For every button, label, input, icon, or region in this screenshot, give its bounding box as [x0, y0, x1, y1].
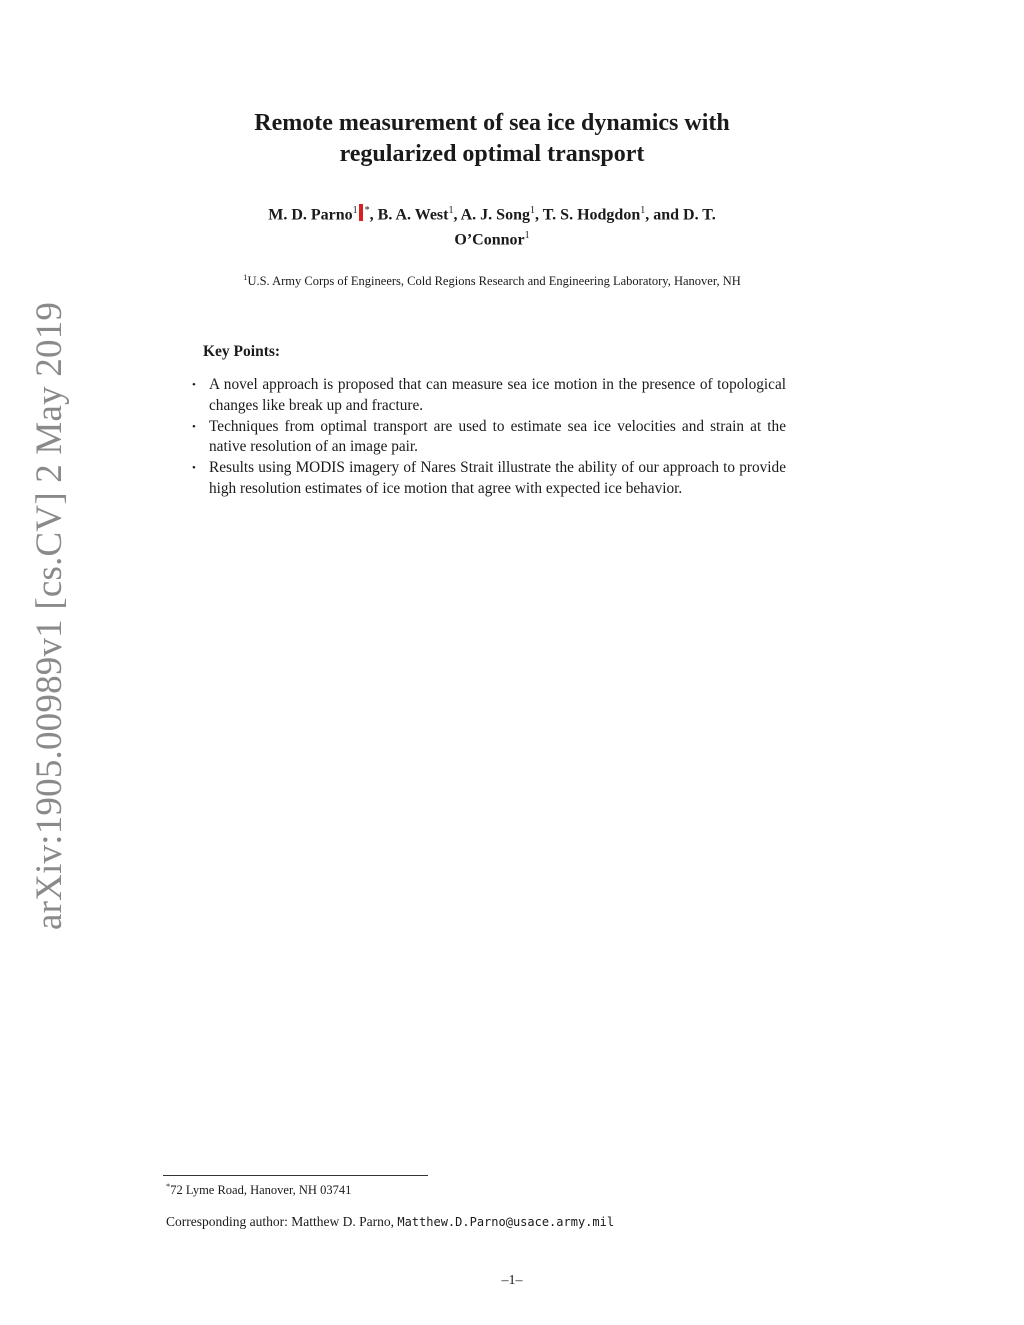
author-name-part: O’Connor — [454, 231, 525, 249]
bullet-icon: • — [192, 420, 196, 433]
author-footnote-mark: * — [364, 205, 370, 216]
author-affiliation-mark: 1 — [524, 230, 530, 242]
author-affiliation-mark: 1 — [448, 205, 454, 216]
key-point-text: A novel approach is proposed that can measure sea ice motion in the presence of topological changes like break up and fracture. — [209, 376, 786, 414]
title-line-2: regularized optimal transport — [339, 141, 645, 167]
author-line-1 — [160, 200, 824, 251]
key-point-text: Results using MODIS imagery of Nares Strait illustrate the ability of our approach to provide high resolution estimates of ice motion that agree with expected ice behavior. — [209, 459, 786, 497]
bullet-icon: • — [192, 462, 196, 475]
key-point-item — [190, 458, 786, 500]
author-name: B. A. West — [377, 206, 449, 224]
key-point-item — [190, 375, 786, 417]
footnote-mark: * — [166, 1181, 171, 1191]
author-affiliation-mark: 1 — [640, 205, 646, 216]
affiliation-text: U.S. Army Corps of Engineers, Cold Regions Research and Engineering Laboratory, Hanover, NH — [247, 274, 741, 289]
footnote-text: 72 Lyme Road, Hanover, NH 03741 — [170, 1183, 352, 1198]
author-separator: , — [453, 206, 461, 224]
key-point-text: Techniques from optimal transport are used to estimate sea ice velocities and strain at the native resolution of an image pair. — [209, 417, 786, 456]
author-name: T. S. Hodgdon — [542, 206, 641, 224]
author-affiliation-mark: 1 — [529, 205, 535, 216]
author-name: A. J. Song — [460, 206, 530, 224]
author-affiliation-mark: 1 — [352, 205, 358, 216]
key-points-list — [190, 375, 786, 500]
key-point-item — [190, 417, 786, 459]
corresponding-author — [166, 1214, 614, 1230]
corresponding-label: Corresponding author: Matthew D. Parno, — [166, 1214, 398, 1229]
title-line-1: Remote measurement of sea ice dynamics with — [254, 110, 730, 136]
affiliation — [160, 272, 824, 289]
author-name-part: D. T. — [683, 206, 716, 224]
affiliation-mark: 1 — [243, 272, 248, 282]
arxiv-identifier-stamp: arXiv:1905.00989v1 [cs.CV] 2 May 2019 — [29, 301, 70, 930]
bullet-icon: • — [192, 379, 196, 391]
author-conjunction: , and — [645, 206, 684, 224]
author-list — [160, 200, 824, 251]
author-separator: , — [534, 206, 543, 224]
paper-title — [160, 108, 824, 170]
author-name: M. D. Parno — [268, 206, 353, 224]
author-separator: , — [369, 206, 378, 224]
footnote — [166, 1181, 351, 1198]
page-number: –1– — [501, 1273, 523, 1288]
corresponding-email-link[interactable]: Matthew.D.Parno@usace.army.mil — [397, 1215, 615, 1229]
footnote-link-marker[interactable] — [359, 204, 363, 221]
key-points-heading: Key Points: — [203, 343, 281, 360]
footnote-divider — [163, 1175, 428, 1176]
